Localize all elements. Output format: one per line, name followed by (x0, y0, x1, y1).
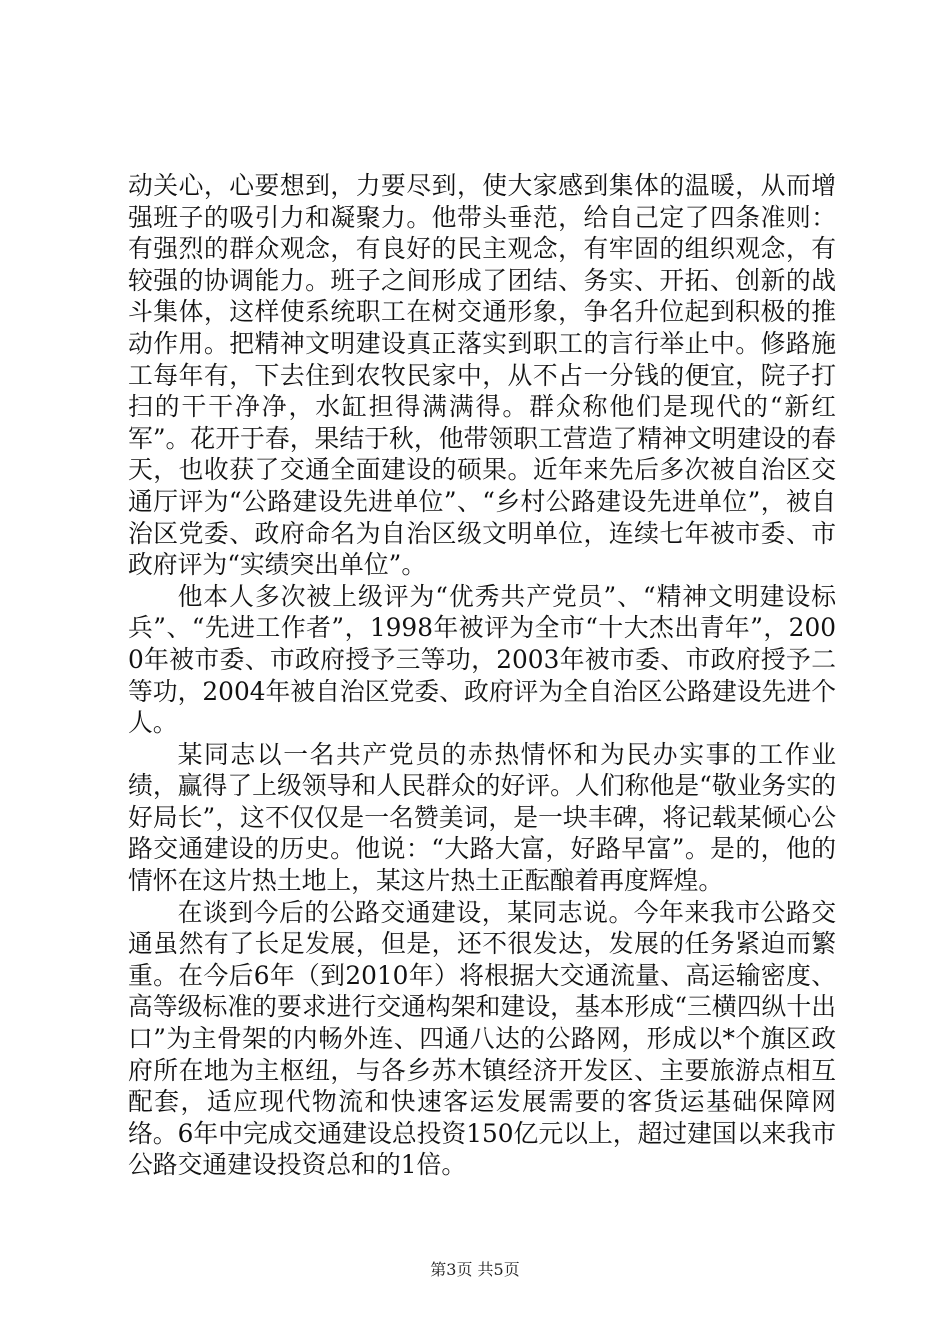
page-number-footer: 第3页 共5页 (430, 1260, 520, 1279)
paragraph-future-plan: 在谈到今后的公路交通建设，某同志说。今年来我市公路交通虽然有了长足发展，但是，还不很发达，发展的任务紧迫而繁重。在今后6年（到2010年）将根据大交通流量、高运输密度、高等级标准的要求进行交通构架和建设，基本形成“三横四纵十出口”为主骨架的内畅外连、四通八达的公路网，形成以*个旗区政府所在地为主枢纽，与各乡苏木镇经济开发区、主要旅游点相互配套，适应现代物流和快速客运发展需要的客货运基础保障网络。6年中完成交通建设总投资150亿元以上，超过建国以来我市公路交通建设投资总和的1倍。 (128, 897, 836, 1180)
paragraph-honors: 他本人多次被上级评为“优秀共产党员”、“精神文明建设标兵”、“先进工作者”，1998年被评为全市“十大杰出青年”，2000年被市委、市政府授予三等功，2003年被市委、市政府授予二等功，2004年被自治区党委、政府评为全自治区公路建设先进个人。 (128, 581, 836, 738)
paragraph-continuation: 动关心，心要想到，力要尽到，使大家感到集体的温暖，从而增强班子的吸引力和凝聚力。他带头垂范，给自己定了四条准则：有强烈的群众观念，有良好的民主观念，有牢固的组织观念，有较强的协调能力。班子之间形成了团结、务实、开拓、创新的战斗集体，这样使系统职工在树交通形象，争名升位起到积极的推动作用。把精神文明建设真正落实到职工的言行举止中。修路施工每年有，下去住到农牧民家中，从不占一分钱的便宜，院子打扫的干干净净，水缸担得满满得。群众称他们是现代的“新红军”。花开于春，果结于秋，他带领职工营造了精神文明建设的春天，也收获了交通全面建设的硕果。近年来先后多次被自治区交通厅评为“公路建设先进单位”、“乡村公路建设先进单位”，被自治区党委、政府命名为自治区级文明单位，连续七年被市委、市政府评为“实绩突出单位”。 (128, 171, 836, 580)
document-body (128, 170, 836, 1181)
paragraph-praise: 某同志以一名共产党员的赤热情怀和为民办实事的工作业绩，赢得了上级领导和人民群众的好评。人们称他是“敬业务实的好局长”，这不仅仅是一名赞美词，是一块丰碑，将记载某倾心公路交通建设的历史。他说：“大路大富，好路早富”。是的，他的情怀在这片热土地上，某这片热土正酝酿着再度辉煌。 (128, 739, 836, 896)
